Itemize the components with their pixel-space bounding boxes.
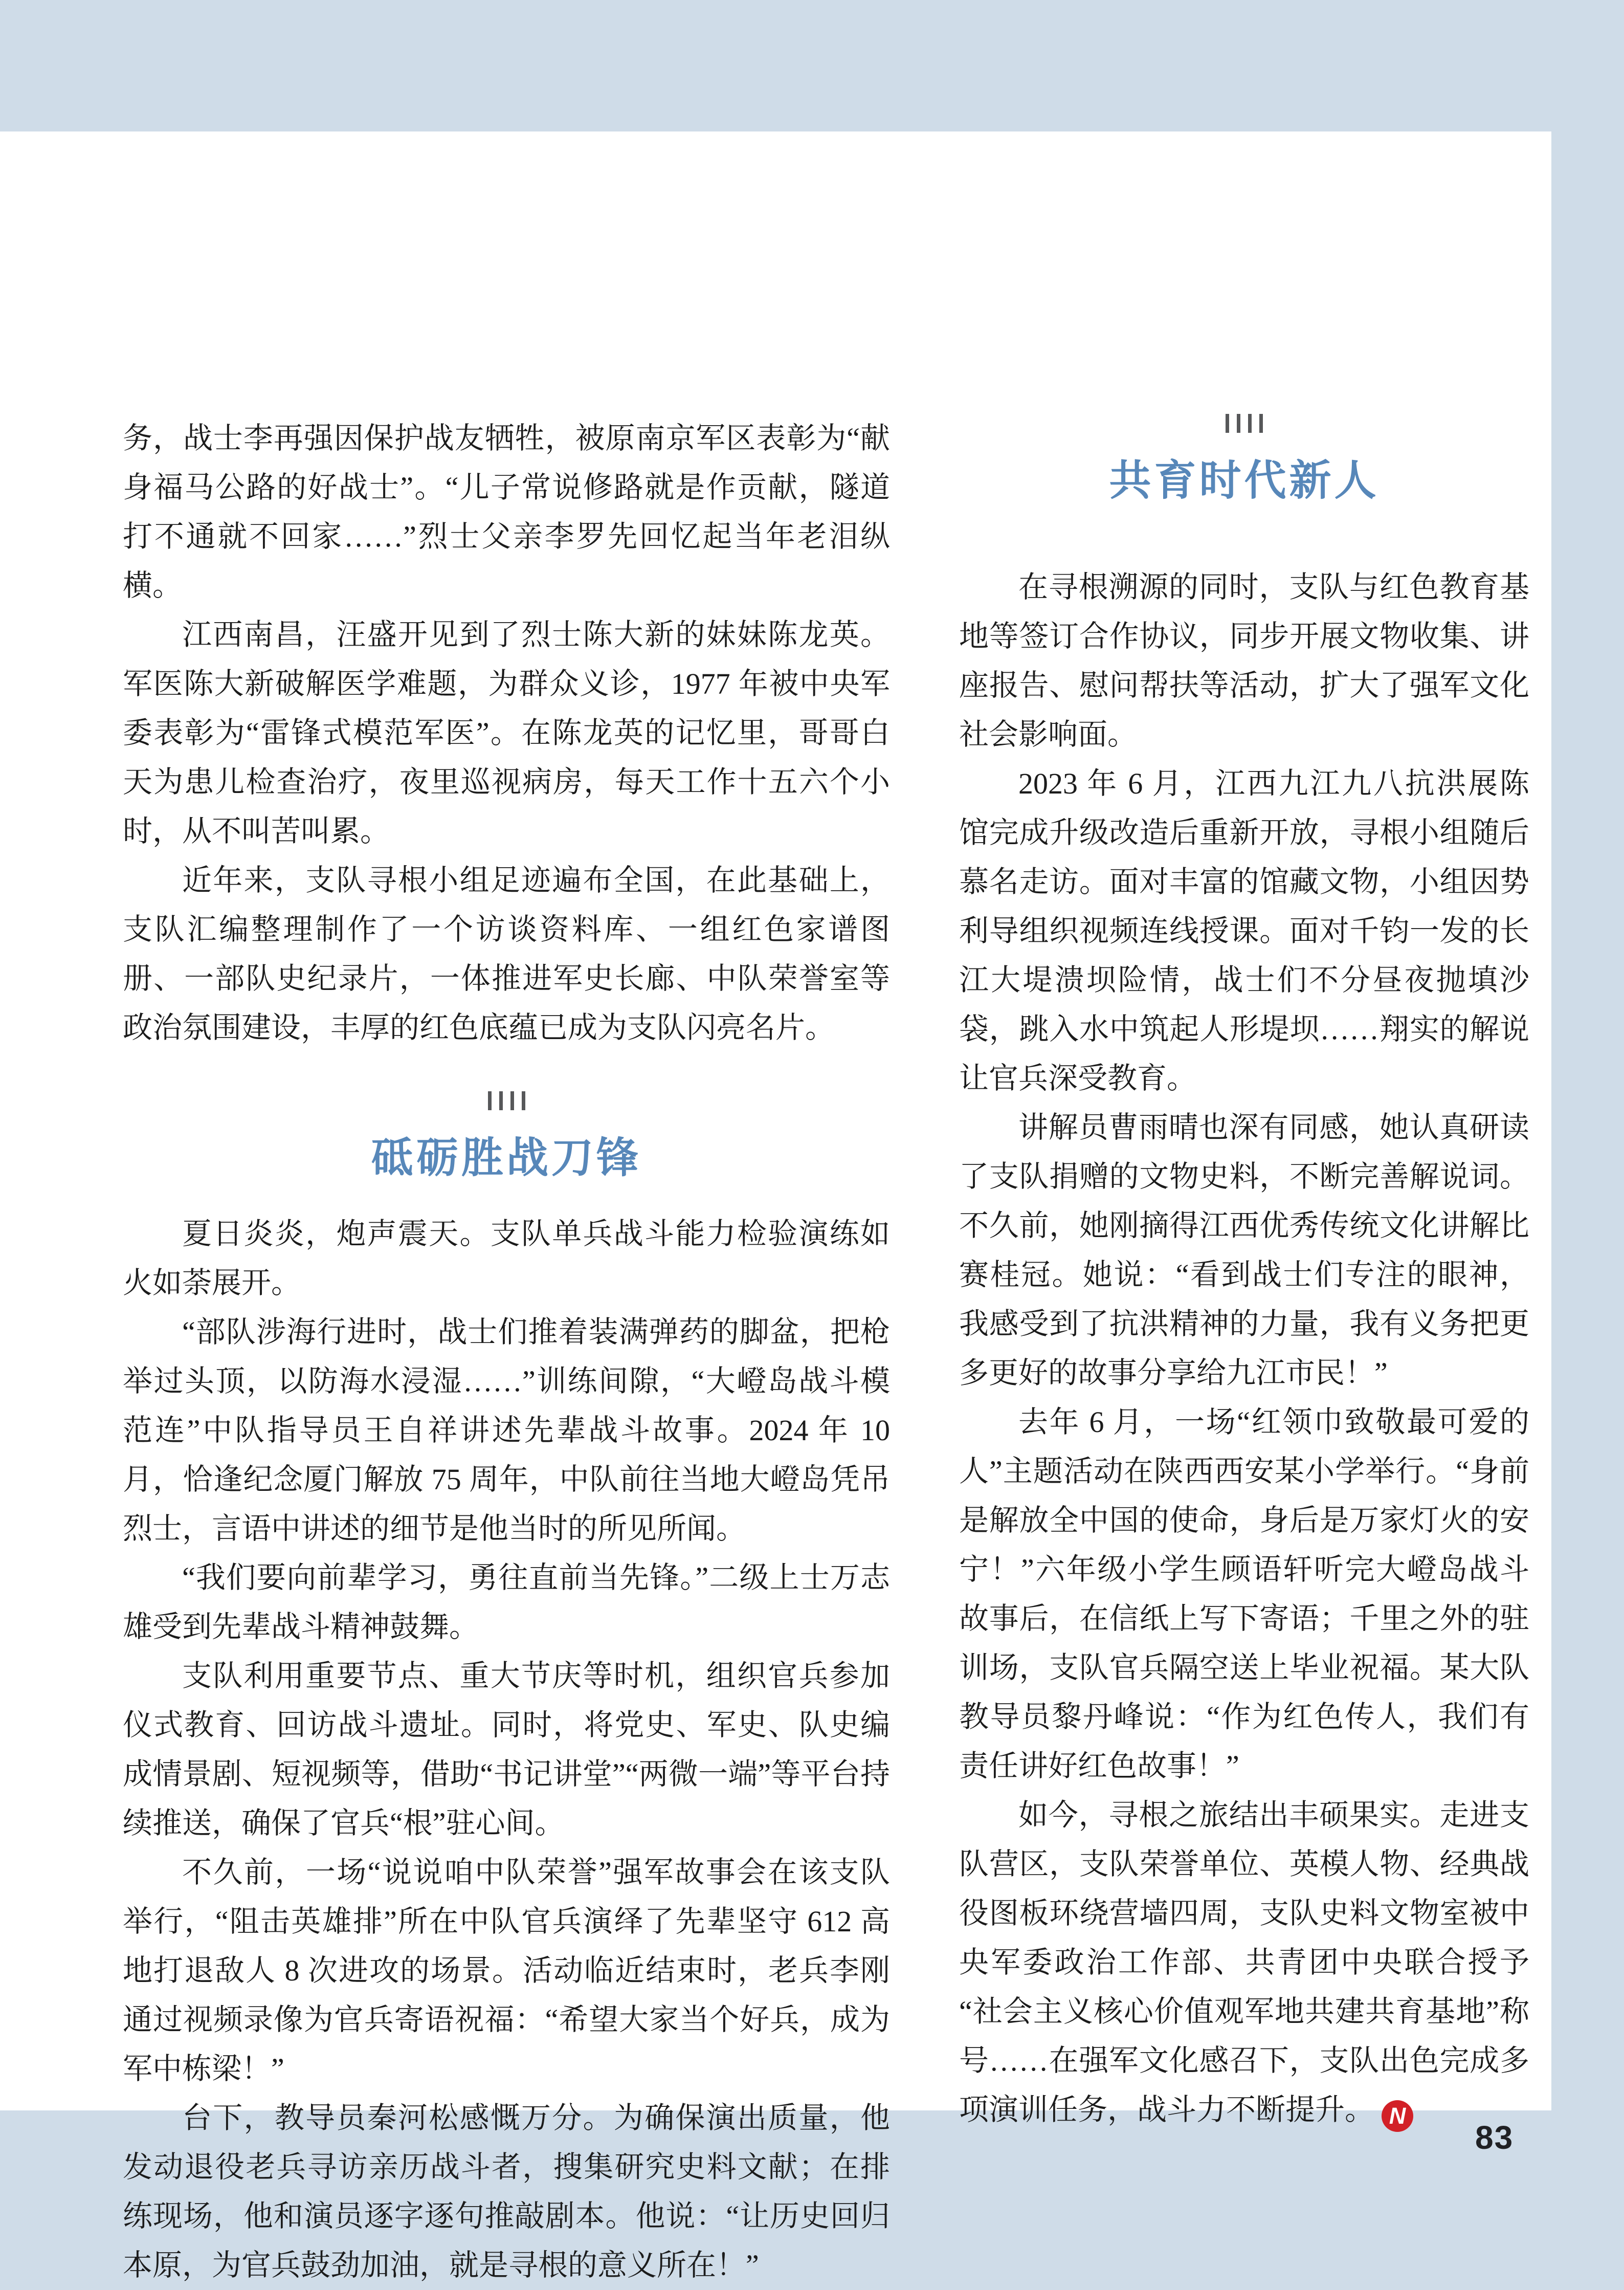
body-paragraph: 近年来，支队寻根小组足迹遍布全国，在此基础上，支队汇编整理制作了一个访谈资料库、一组红色家谱图册、一部队史纪录片，一体推进军史长廊、中队荣誉室等政治氛围建设，丰厚的红色底蕴已成为支队闪亮名片。 [123,864,890,1044]
section-heading: 砥砺胜战刀锋 [371,1135,641,1181]
body-paragraph: 在寻根溯源的同时，支队与红色教育基地等签订合作协议，同步开展文物收集、讲座报告、慰问帮扶等活动，扩大了强军文化社会影响面。 [959,570,1529,751]
section-divider-marks [123,1091,890,1110]
left-column [123,414,890,2290]
body-paragraph: 讲解员曹雨晴也深有同感，她认真研读了支队捐赠的文物史料，不断完善解说词。不久前，她刚摘得江西优秀传统文化讲解比赛桂冠。她说：“看到战士们专注的眼神，我感受到了抗洪精神的力量，我有义务把更多更好的故事分享给九江市民！” [959,1111,1529,1390]
divider-bar-icon [488,1091,492,1110]
right-column [959,414,1529,2134]
body-paragraph: 去年 6 月，一场“红领巾致敬最可爱的人”主题活动在陕西西安某小学举行。“身前是解放全中国的使命，身后是万家灯火的安宁！”六年级小学生顾语轩听完大嶝岛战斗故事后，在信纸上写下寄语；千里之外的驻训场，支队官兵隔空送上毕业祝福。某大队教导员黎丹峰说：“作为红色传人，我们有责任讲好红色故事！” [959,1405,1529,1782]
body-paragraph: “部队涉海行进时，战士们推着装满弹药的脚盆，把枪举过头顶，以防海水浸湿……”训练间隙，“大嶝岛战斗模范连”中队指导员王自祥讲述先辈战斗故事。2024 年 10 月，恰逢纪念厦门解放 75 周年，中队前往当地大嶝岛凭吊烈士，言语中讲述的细节是他当时的所见所闻。 [123,1315,890,1545]
divider-bar-icon [1226,414,1229,433]
divider-bar-icon [522,1091,525,1110]
section-heading: 共育时代新人 [1109,457,1380,504]
article-end-icon: N [1382,2100,1413,2132]
section-divider-marks [959,414,1529,433]
divider-bar-icon [1248,414,1252,433]
body-paragraph: 台下，教导员秦河松感慨万分。为确保演出质量，他发动退役老兵寻访亲历战斗者，搜集研究史料文献；在排练现场，他和演员逐字逐句推敲剧本。他说：“让历史回归本原，为官兵鼓劲加油，就是寻根的意义所在！” [123,2101,890,2282]
divider-bar-icon [510,1091,514,1110]
body-paragraph: 夏日炎炎，炮声震天。支队单兵战斗能力检验演练如火如荼展开。 [123,1217,890,1300]
body-paragraph: 如今，寻根之旅结出丰硕果实。走进支队营区，支队荣誉单位、英模人物、经典战役图板环绕营墙四周，支队史料文物室被中央军委政治工作部、共青团中央联合授予“社会主义核心价值观军地共建共育基地”称号……在强军文化感召下，支队出色完成多项演训任务，战斗力不断提升。 N [959,1791,1529,2134]
body-paragraph: 支队利用重要节点、重大节庆等时机，组织官兵参加仪式教育、回访战斗遗址。同时，将党史、军史、队史编成情景剧、短视频等，借助“书记讲堂”“两微一端”等平台持续推送，确保了官兵“根”驻心间。 [123,1659,890,1840]
divider-bar-icon [499,1091,503,1110]
body-paragraph: 2023 年 6 月，江西九江九八抗洪展陈馆完成升级改造后重新开放，寻根小组随后慕名走访。面对丰富的馆藏文物，小组因势利导组织视频连线授课。面对千钧一发的长江大堤溃坝险情，战士们不分昼夜抛填沙袋，跳入水中筑起人形堤坝……翔实的解说让官兵深受教育。 [959,767,1529,1095]
divider-bar-icon [1259,414,1263,433]
body-paragraph: 不久前，一场“说说咱中队荣誉”强军故事会在该支队举行，“阻击英雄排”所在中队官兵演绎了先辈坚守 612 高地打退敌人 8 次进攻的场景。活动临近结束时，老兵李刚通过视频录像为官兵寄语祝福：“希望大家当个好兵，成为军中栋梁！” [123,1856,890,2085]
page-number: 83 [1475,2119,1514,2156]
body-paragraph: 务，战士李再强因保护战友牺牲，被原南京军区表彰为“献身福马公路的好战士”。“儿子常说修路就是作贡献，隧道打不通就不回家……”烈士父亲李罗先回忆起当年老泪纵横。 [123,422,890,602]
body-paragraph: “我们要向前辈学习，勇往直前当先锋。”二级上士万志雄受到先辈战斗精神鼓舞。 [123,1561,890,1643]
body-paragraph: 江西南昌，汪盛开见到了烈士陈大新的妹妹陈龙英。军医陈大新破解医学难题，为群众义诊，1977 年被中央军委表彰为“雷锋式模范军医”。在陈龙英的记忆里，哥哥白天为患儿检查治疗，夜里巡视病房，每天工作十五六个小时，从不叫苦叫累。 [123,618,890,848]
divider-bar-icon [1237,414,1240,433]
